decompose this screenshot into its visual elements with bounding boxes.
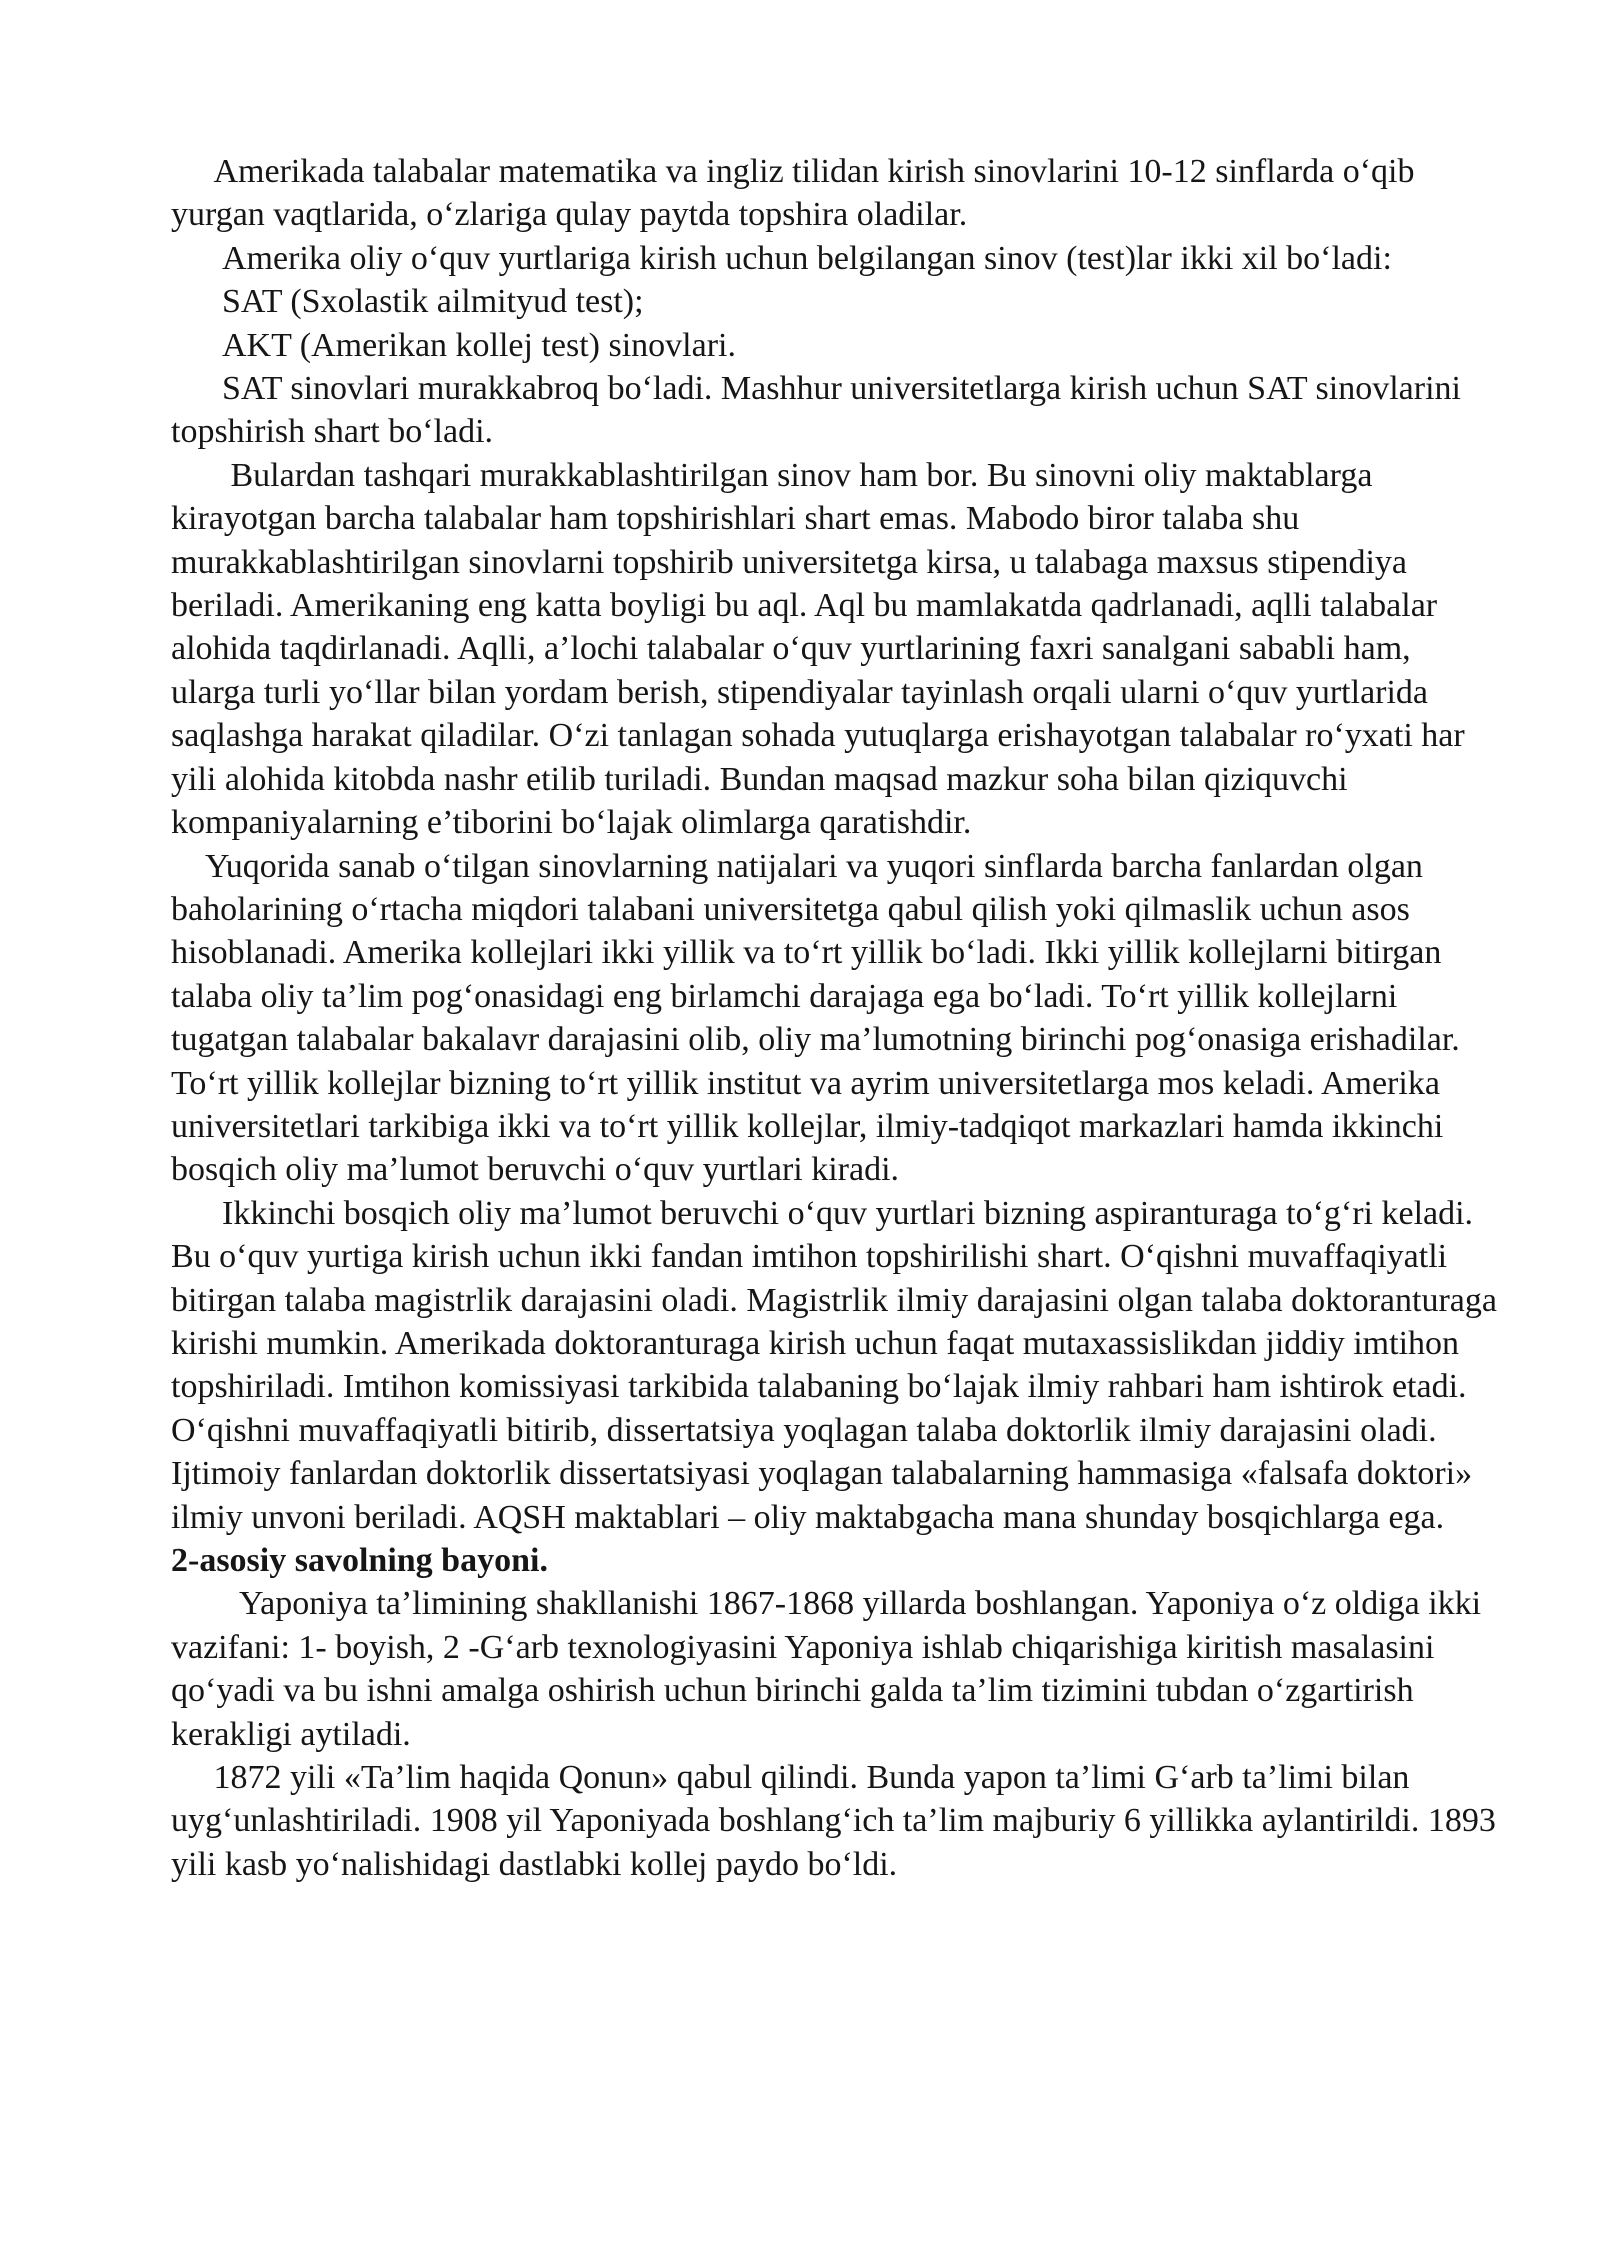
paragraph-sat-harder: SAT sinovlari murakkabroq bo‘ladi. Mashhur universitetlarga kirish uchun SAT sinovlarini topshirish shart bo‘ladi.	[171, 370, 1470, 451]
paragraph-sinflarda: Amerikada talabalar matematika va ingliz tilidan kirish sinovlarini 10-12 sinflarda o‘qib yurgan vaqtlarida, o‘zlariga qulay paytda topshira oladilar.	[171, 153, 1423, 234]
paragraph-1872-law: 1872 yili «Ta’lim haqida Qonun» qabul qilindi. Bunda yapon ta’limi G‘arb ta’limi bilan uyg‘unlashtiriladi. 1908 yil Yaponiyada boshlang‘ich ta’lim majburiy 6 yillikka aylantirildi. 1893 yili kasb yo‘nalishidagi dastlabki kollej paydo bo‘ldi.	[171, 1759, 1505, 1883]
paragraph-colleges: Yuqorida sanab o‘tilgan sinovlarning natijalari va yuqori sinflarda barcha fanlardan olgan baholarining o‘rtacha miqdori talabani universitetga qabul qilish yoki qilmaslik uchun asos hisoblanadi. Amerika kollejlari ikki yillik va to‘rt yillik bo‘ladi. Ikki yillik kollejlarni bitirgan talaba oliy ta’lim pog‘onasidagi eng birlamchi darajaga ega bo‘ladi. To‘rt yillik kollejlarni tugatgan talabalar bakalavr darajasini olib, oliy ma’lumotning birinchi pog‘onasiga erishadilar. To‘rt yillik kollejlar bizning to‘rt yillik institut va ayrim universitetlarga mos keladi. Amerika universitetlari tarkibiga ikki va to‘rt yillik kollejlar, ilmiy-tadqiqot markazlari hamda ikkinchi bosqich oliy ma’lumot beruvchi o‘quv yurtlari kiradi.	[171, 847, 1468, 1189]
section-heading: 2-asosiy savolning bayoni.	[171, 1542, 548, 1579]
paragraph-japan-education: Yaponiya ta’limining shakllanishi 1867-1868 yillarda boshlangan. Yaponiya o‘z oldiga ikki vazifani: 1- boyish, 2 -G‘arb texnologiyasini Yaponiya ishlab chiqarishiga kiritish masalasini qo‘yadi va bu ishni amalga oshirish uchun birinchi galda ta’lim tizimini tubdan o‘zgartirish kerakligi aytiladi.	[171, 1585, 1490, 1753]
paragraph-sat: SAT (Sxolastik ailmityud test);	[171, 283, 644, 321]
paragraph-advanced-test: Bulardan tashqari murakkablashtirilgan sinov ham bor. Bu sinovni oliy maktablarga kirayotgan barcha talabalar ham topshirishlari shart emas. Mabodo biror talaba shu murakkablashtirilgan sinovlarni topshirib universitetga kirsa, u talabaga maxsus stipendiya beriladi. Amerikaning eng katta boyligi bu aql. Aql bu mamlakatda qadrlanadi, aqlli talabalar alohida taqdirlanadi. Aqlli, a’lochi talabalar o‘quv yurtlarining faxri sanalgani sababli ham, ularga turli yo‘llar bilan yordam berish, stipendiyalar tayinlash orqali ularni o‘quv yurtlarida saqlashga harakat qiladilar. O‘zi tanlagan sohada yutuqlarga erishayotgan talabalar ro‘yxati har yili alohida kitobda nashr etilib turiladi. Bundan maqsad mazkur soha bilan qiziquvchi kompaniyalarning e’tiborini bo‘lajak olimlarga qaratishdir.	[171, 456, 1474, 842]
paragraph-akt: AKT (Amerikan kollej test) sinovlari.	[171, 326, 736, 364]
paragraph-second-stage: Ikkinchi bosqich oliy ma’lumot beruvchi o‘quv yurtlari bizning aspiranturaga to‘g‘ri keladi. Bu o‘quv yurtiga kirish uchun ikki fandan imtihon topshirilishi shart. O‘qishni muvaffaqiyatli bitirgan talaba magistrlik darajasini oladi. Magistrlik ilmiy darajasini olgan talaba doktoranturaga kirishi mumkin. Amerikada doktoranturaga kirish uchun faqat mutaxassislikdan jiddiy imtihon topshiriladi. Imtihon komissiyasi tarkibida talabaning bo‘lajak ilmiy rahbari ham ishtirok etadi. O‘qishni muvaffaqiyatli bitirib, dissertatsiya yoqlagan talaba doktorlik ilmiy darajasini oladi. Ijtimoiy fanlardan doktorlik dissertatsiyasi yoqlagan talabalarning hammasiga «falsafa doktori» ilmiy unvoni beriladi. AQSH maktablari – oliy maktabgacha mana shunday bosqichlarga ega.	[171, 1194, 1506, 1536]
paragraph-test-types: Amerika oliy o‘quv yurtlariga kirish uchun belgilangan sinov (test)lar ikki xil bo‘ladi:	[171, 239, 1392, 277]
document-page	[171, 150, 1506, 1886]
